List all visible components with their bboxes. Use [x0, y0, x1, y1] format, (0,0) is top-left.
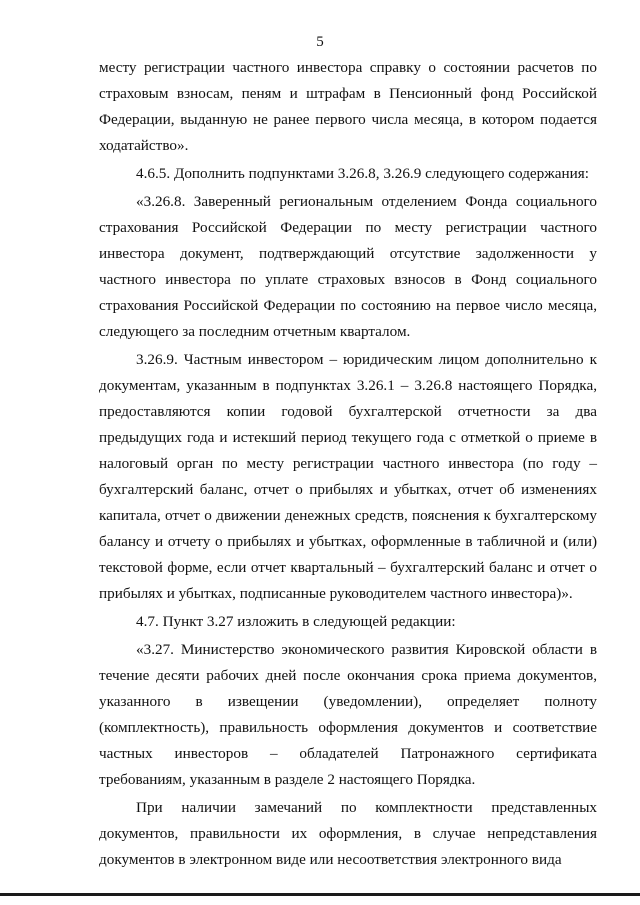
paragraph-item-3-26-8: «3.26.8. Заверенный региональным отделением Фонда социального страхования Российской Федерации по месту регистрации частного инвестора документ, подтверждающий отсутствие задолженности у частного инвестора по уплате страховых взносов в Фонд социального страхования Российской Федерации по состоянию на первое число месяца, следующего за последним отчетным кварталом.: [99, 193, 597, 340]
paragraph-item-3-27: «3.27. Министерство экономического развития Кировской области в течение десяти рабочих дней после окончания срока приема документов, указанного в извещении (уведомлении), определяет полноту (комплектность), правильность оформления документов и соответствие частных инвесторов – обладателей Патронажного сертификата требованиям, указанным в разделе 2 настоящего Порядка.: [99, 641, 597, 788]
paragraph-item-4-6-5: 4.6.5. Дополнить подпунктами 3.26.8, 3.26.9 следующего содержания:: [136, 165, 589, 182]
paragraph-continuation: месту регистрации частного инвестора справку о состоянии расчетов по страховым взносам, пеням и штрафам в Пенсионный фонд Российской Федерации, выданную не ранее первого числа месяца, в котором подается ходатайство».: [99, 59, 597, 154]
page-number: 5: [316, 34, 324, 50]
paragraph-remarks: При наличии замечаний по комплектности представленных документов, правильности их оформления, в случае непредставления документов в электронном виде или несоответствия электронного вида: [99, 799, 597, 868]
document-body: [99, 55, 597, 873]
paragraph-item-4-7: 4.7. Пункт 3.27 изложить в следующей редакции:: [136, 613, 456, 630]
paragraph-item-3-26-9: 3.26.9. Частным инвестором – юридическим лицом дополнительно к документам, указанным в подпунктах 3.26.1 – 3.26.8 настоящего Порядка, предоставляются копии годовой бухгалтерской отчетности за два предыдущих года и истекший период текущего года с отметкой о приеме в налоговый орган по месту регистрации частного инвестора (по году – бухгалтерский баланс, отчет о прибылях и убытках, отчет об изменениях капитала, отчет о движении денежных средств, пояснения к бухгалтерскому балансу и отчету о прибылях и убытках, оформленные в табличной и (или) текстовой форме, если отчет квартальный – бухгалтерский баланс и отчет о прибылях и убытках, подписанные руководителем частного инвестора)».: [99, 351, 597, 602]
page-bottom-rule: [0, 893, 640, 896]
